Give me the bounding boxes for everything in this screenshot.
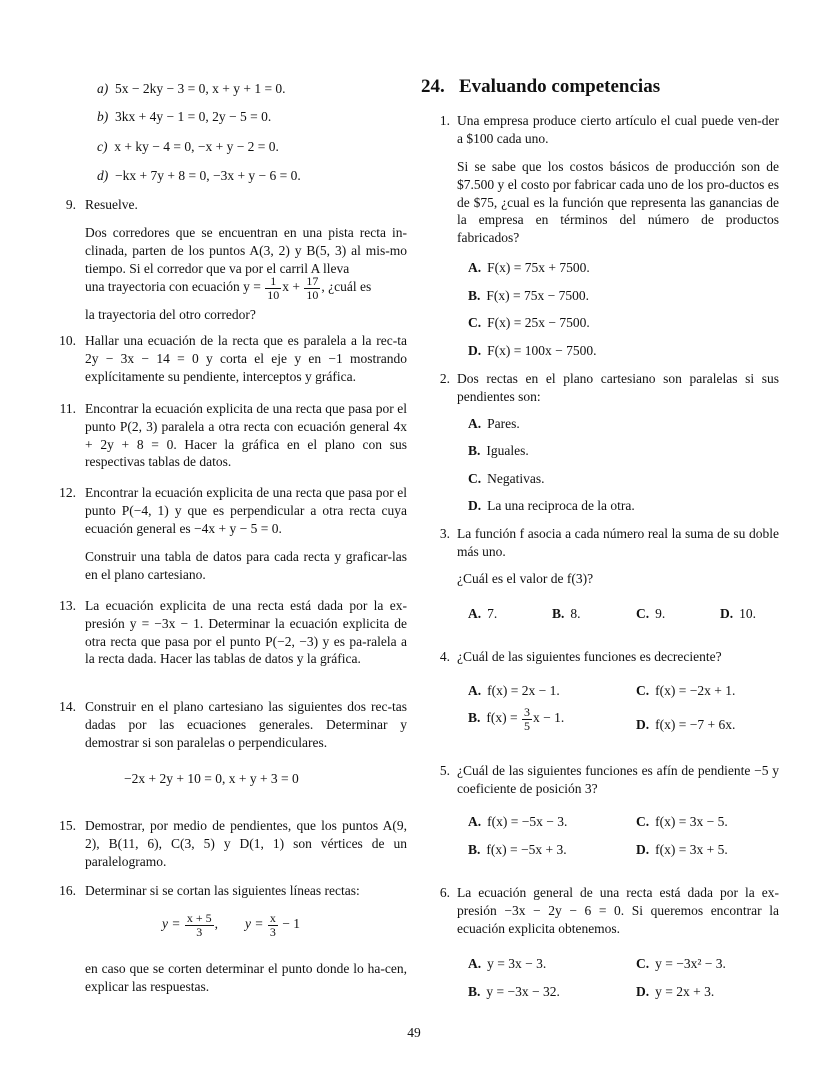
question-1-number: 1. xyxy=(439,113,450,128)
problem-11-text: Encontrar la ecuación explicita de una recta que pasa por el punto P(2, 3) paralela a otra recta con ecuación general 4x + 2y + 8 = 0. Hacer la gráfica en el plano con sus respectivas tablas de datos. xyxy=(85,401,407,470)
problem-10-text: Hallar una ecuación de la recta que es paralela a la rec-ta 2y − 3x − 14 = 0 y corta el eje y en −1 mostrando explícitamente su pendiente, interceptos y gráfica. xyxy=(85,333,407,384)
question-4-text: ¿Cuál de las siguientes funciones es decreciente? xyxy=(457,649,722,664)
question-1-option-c: C. F(x) = 25x − 7500. xyxy=(468,315,590,330)
sub-item-d: d) −kx + 7y + 8 = 0, −3x + y − 6 = 0. xyxy=(97,168,301,183)
problem-12-text: Encontrar la ecuación explicita de una recta que pasa por el punto P(−4, 1) y que es perpendicular a otra recta cuya ecuación general es −4x + y − 5 = 0. xyxy=(85,485,407,536)
section-number: 24. xyxy=(421,76,445,97)
question-5-option-a: A. f(x) = −5x − 3. xyxy=(468,814,568,829)
question-5-option-d: D. f(x) = 3x + 5. xyxy=(636,842,728,857)
section-heading xyxy=(421,74,660,99)
fraction: $\frac{x + 5}{3}$ xyxy=(186,911,212,939)
question-5-option-c: C. f(x) = 3x − 5. xyxy=(636,814,728,829)
question-6-text: La ecuación general de una recta está dada por la ex-presión −3x − 2y − 6 = 0. Si queremos encontrar la ecuación explicita obtenemos. xyxy=(457,885,779,936)
problem-9-number: 9. xyxy=(65,197,76,212)
problem-12-number: 12. xyxy=(59,485,76,500)
problem-16-text: Determinar si se cortan las siguientes líneas rectas: xyxy=(85,883,360,898)
problem-14-number: 14. xyxy=(59,699,76,714)
question-1-option-a: A. F(x) = 75x + 7500. xyxy=(468,260,590,275)
question-6-number: 6. xyxy=(439,885,450,900)
question-2-number: 2. xyxy=(439,371,450,386)
question-6-option-d: D. y = 2x + 3. xyxy=(636,984,715,999)
question-4-option-b: B. f(x) = $\frac{3}{5}$ x − 1. xyxy=(468,705,565,733)
problem-9-equation-line: una trayectoria con ecuación y = $\frac{1}{10}$ x + $\frac{17}{10}$ , ¿cuál es xyxy=(85,274,372,302)
question-4-option-c: C. f(x) = −2x + 1. xyxy=(636,683,736,698)
problem-9-text: Dos corredores que se encuentran en una pista recta in-clinada, parten de los puntos A(3, 2) y B(5, 3) al mis-mo tiempo. Si el corredor que va por el carril A lleva xyxy=(85,225,407,276)
problem-14-text: Construir en el plano cartesiano las siguientes dos rec-tas dadas por las ecuaciones generales. Determinar y demostrar si son paralelas o perpendiculares. xyxy=(85,699,407,750)
sub-item-b: b) 3kx + 4y − 1 = 0, 2y − 5 = 0. xyxy=(97,109,272,124)
question-1-text: Una empresa produce cierto artículo el cual puede ven-der a $100 cada uno. xyxy=(457,113,779,146)
question-4-option-d: D. f(x) = −7 + 6x. xyxy=(636,717,736,732)
problem-12-text2: Construir una tabla de datos para cada recta y graficar-las en el plano cartesiano. xyxy=(85,549,407,582)
page-number: 49 xyxy=(407,1025,421,1040)
question-1-option-b: B. F(x) = 75x − 7500. xyxy=(468,288,589,303)
section-title: Evaluando competencias xyxy=(459,76,661,97)
question-3-text2: ¿Cuál es el valor de f(3)? xyxy=(457,571,594,586)
problem-13-text: La ecuación explicita de una recta está dada por la ex-presión y = −3x − 1. Determinar la ecuación explicita de otra recta que pasa por el punto P(−2, −3) y es pa-ralela a la recta dada. Hacer las tablas de datos y la gráfica. xyxy=(85,598,407,667)
question-3-option-b: B. 8. xyxy=(552,606,581,621)
question-2-option-d: D. La una reciproca de la otra. xyxy=(468,498,635,513)
problem-9-question: la trayectoria del otro corredor? xyxy=(85,307,256,322)
sub-item-c: c) x + ky − 4 = 0, −x + y − 2 = 0. xyxy=(97,139,279,154)
question-3-text: La función f asocia a cada número real la suma de su doble más uno. xyxy=(457,526,779,559)
fraction: $\frac{1}{10}$ xyxy=(267,274,280,302)
question-6-option-a: A. y = 3x − 3. xyxy=(468,956,547,971)
problem-13-number: 13. xyxy=(59,598,76,613)
problem-14-equation: −2x + 2y + 10 = 0, x + y + 3 = 0 xyxy=(124,771,299,786)
question-2-option-b: B. Iguales. xyxy=(468,443,529,458)
question-4-number: 4. xyxy=(439,649,450,664)
problem-16-text2: en caso que se corten determinar el punto donde lo ha-cen, explicar las respuestas. xyxy=(85,961,407,994)
problem-11-number: 11. xyxy=(59,401,76,416)
question-3-option-c: C. 9. xyxy=(636,606,666,621)
fraction: $\frac{3}{5}$ xyxy=(524,705,530,733)
problem-9-title: Resuelve. xyxy=(85,197,138,212)
question-2-text: Dos rectas en el plano cartesiano son paralelas si sus pendientes son: xyxy=(457,371,779,404)
problem-15-number: 15. xyxy=(59,818,76,833)
question-5-option-b: B. f(x) = −5x + 3. xyxy=(468,842,567,857)
fraction: $\frac{x}{3}$ xyxy=(269,911,276,939)
fraction: $\frac{17}{10}$ xyxy=(306,274,319,302)
question-2-option-a: A. Pares. xyxy=(468,416,520,431)
question-6-option-b: B. y = −3x − 32. xyxy=(468,984,560,999)
question-2-option-c: C. Negativas. xyxy=(468,471,545,486)
question-5-text: ¿Cuál de las siguientes funciones es afín de pendiente −5 y coeficiente de posición 3? xyxy=(457,763,779,796)
question-3-option-a: A. 7. xyxy=(468,606,498,621)
sub-item-a: a) 5x − 2ky − 3 = 0, x + y + 1 = 0. xyxy=(97,81,286,96)
question-6-option-c: C. y = −3x² − 3. xyxy=(636,956,726,971)
question-1-text2: Si se sabe que los costos básicos de producción son de $7.500 y el costo por fabricar cada uno de los pro-ductos es de $75, ¿cual es la función que representa las ganancias de la empresa en términos del número de productos fabricados? xyxy=(457,159,779,246)
question-3-number: 3. xyxy=(439,526,450,541)
question-1-option-d: D. F(x) = 100x − 7500. xyxy=(468,343,597,358)
problem-16-equations: y = $\frac{x + 5}{3}$ , y = $\frac{x}{3}$ − 1 xyxy=(162,911,300,939)
problem-16-number: 16. xyxy=(59,883,76,898)
problem-10-number: 10. xyxy=(59,333,76,348)
problem-15-text: Demostrar, por medio de pendientes, que los puntos A(9, 2), B(11, 6), C(3, 5) y D(1, 1) son vértices de un paralelogramo. xyxy=(85,818,407,869)
question-4-option-a: A. f(x) = 2x − 1. xyxy=(468,683,560,698)
question-5-number: 5. xyxy=(439,763,450,778)
question-3-option-d: D. 10. xyxy=(720,606,756,621)
